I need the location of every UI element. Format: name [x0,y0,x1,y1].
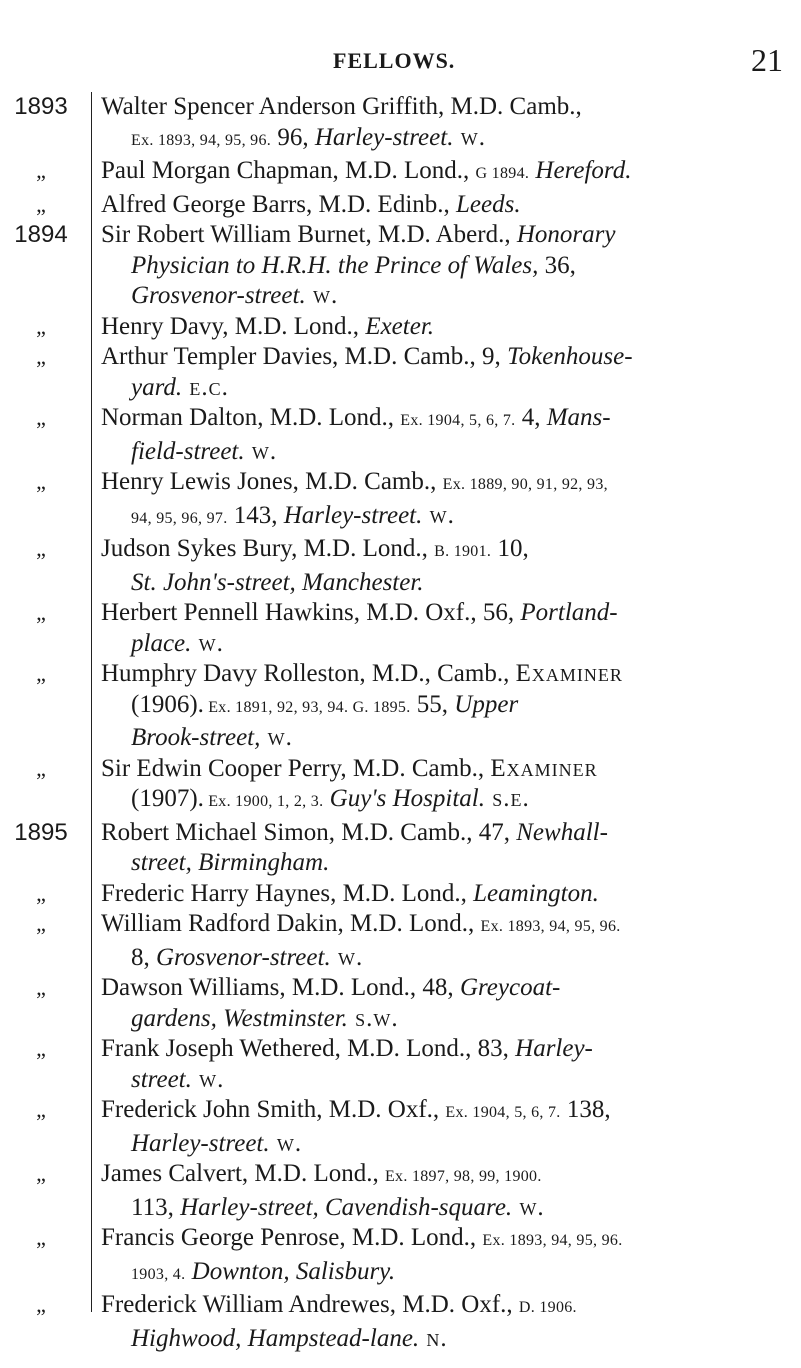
election-year: „ [36,158,46,183]
list-item [36,342,791,403]
election-year: „ [36,975,46,1000]
entry-text: 10, [491,535,529,562]
list-item [36,190,791,221]
examiner-years: G 1894. [475,165,530,182]
page-number: 21 [751,42,783,78]
election-year: „ [36,911,46,936]
list-item [14,220,791,312]
entry-text: (1907). [131,785,204,812]
entry-text: 36, [538,251,576,279]
examiner-years: B. 1901. [434,543,492,560]
election-year: „ [36,661,46,686]
address: Harley- [515,1035,593,1062]
entry-text: 4, [515,404,547,431]
district: n. [419,1324,448,1352]
examiner-years: Ex. 1897, 98, 99, 1900. [384,1168,542,1185]
election-year: „ [36,1161,46,1186]
district: w. [330,943,364,971]
district: w. [305,282,339,309]
district: w. [269,1129,303,1157]
entry-text: Alfred George Barrs, M.D. Edinb., [101,190,457,218]
entry-text: Humphry Davy Rolleston, M.D., Camb., [101,660,516,687]
address: Downton, Salisbury. [185,1257,396,1285]
examiner-years: Ex. 1893, 94, 95, 96. [482,1232,623,1249]
page-header [0,42,801,80]
examiner-years: 94, 95, 96, 97. [131,509,228,527]
examiner-years: Ex. 1904, 5, 6, 7. [400,412,516,429]
election-year: „ [36,600,46,625]
list-item [36,659,791,754]
address: Harley-street. [283,501,423,529]
entry-text: Norman Dalton, M.D. Lond., [101,404,401,431]
entry-text: Francis George Penrose, M.D. Lond., [101,1224,483,1251]
examiner-years: 1903, 4. [131,1265,186,1283]
entry-text: 143, [227,501,284,529]
list-item [36,973,791,1034]
address: field-street. [131,437,245,465]
district: s.w. [347,1004,399,1032]
address: street. [131,1065,192,1093]
election-year: „ [36,1225,46,1250]
entry-text: Frederick John Smith, M.D. Oxf., [101,1096,446,1123]
address: Harley-street, Cavendish-square. [180,1193,513,1221]
entry-text: 138, [560,1096,611,1123]
list-item [36,909,791,973]
election-year: „ [36,536,46,561]
entry-text: Frank Joseph Wethered, M.D. Lond., 83, [101,1035,516,1062]
election-year: „ [36,191,46,217]
election-year: „ [36,755,46,781]
entry-text: 96, [271,123,315,151]
entry-text: Frederic Harry Haynes, M.D. Lond., [101,879,474,907]
address: Grosvenor-street. [156,943,331,971]
entry-text: Sir Edwin Cooper Perry, M.D. Camb., [101,754,491,782]
address: Greycoat- [459,974,561,1001]
district: e.c. [182,373,229,401]
election-year: „ [36,1292,46,1317]
entry-text: 113, [131,1193,181,1221]
address: Physician to H.R.H. the Prince of Wales, [131,251,539,279]
entry-text: Herbert Pennell Hawkins, M.D. Oxf., 56, [101,599,521,626]
entry-text: Henry Davy, M.D. Lond., [101,312,366,340]
election-year: „ [36,344,46,369]
entry-text: 55, [410,690,455,718]
list-item [14,92,791,156]
district: w. [244,437,278,465]
entry-text: Walter Spencer Anderson Griffith, M.D. Camb., [101,93,582,120]
election-year: „ [36,405,46,430]
address: Hereford. [529,157,632,184]
list-item [36,1290,791,1354]
list-item [36,534,791,598]
running-title: FELLOWS. [333,48,456,73]
district: w. [260,724,293,751]
address: Portland- [520,599,618,626]
entry-text: Robert Michael Simon, M.D. Camb., 47, [101,818,517,846]
address: Highwood, Hampstead-lane. [131,1324,420,1352]
address: Newhall- [516,818,608,846]
address: Brook-street, [131,724,261,751]
election-year: „ [36,1036,46,1061]
election-year: „ [36,1097,46,1122]
address: Grosvenor-street. [131,282,306,309]
election-year: 1893 [14,93,68,120]
examiner-years: Ex. 1889, 90, 91, 92, 93, [442,476,608,493]
office-title: Examiner [515,660,623,687]
district: w. [453,123,486,151]
list-item [36,467,791,534]
entry-text: Henry Lewis Jones, M.D. Camb., [101,468,443,495]
list-item [36,1034,791,1095]
entry-text: Arthur Templer Davies, M.D. Camb., 9, [101,343,508,370]
address: Upper [454,690,519,718]
examiner-years: Ex. 1904, 5, 6, 7. [445,1104,561,1121]
entry-text: William Radford Dakin, M.D. Lond., [101,910,481,937]
address: Mans- [546,404,611,431]
district: w. [512,1193,545,1221]
entry-text: (1906). [131,690,204,718]
address: Guy's Hospital. [323,785,485,812]
list-item [36,754,791,818]
examiner-years: Ex. 1891, 92, 93, 94. G. 1895. [203,698,411,716]
address: Tokenhouse- [507,343,633,370]
entry-text: Dawson Williams, M.D. Lond., 48, [101,974,460,1001]
election-year: 1894 [14,221,68,248]
address: Honorary [516,221,616,248]
list-item [36,156,791,190]
election-year: 1895 [14,818,68,846]
entry-text: James Calvert, M.D. Lond., [101,1160,385,1187]
address: yard. [131,373,183,401]
list-item [36,403,791,467]
address: St. John's-street, Manchester. [131,568,424,596]
election-year: „ [36,880,46,906]
list-item [36,598,791,659]
examiner-years: D. 1906. [518,1299,577,1316]
entry-text: Judson Sykes Bury, M.D. Lond., [101,535,435,562]
list-item [14,818,791,879]
list-item [36,1159,791,1223]
entry-text: Paul Morgan Chapman, M.D. Lond., [101,157,476,184]
address: gardens, Westminster. [131,1004,348,1032]
address: place. [131,629,192,657]
list-item [36,312,791,343]
office-title: Examiner [490,754,598,782]
election-year: „ [36,469,46,494]
address: Leeds. [456,190,521,218]
address: Harley-street. [131,1129,270,1157]
examiner-years: Ex. 1893, 94, 95, 96. [131,131,272,149]
address: Leamington. [473,879,599,907]
entry-text: Frederick William Andrewes, M.D. Oxf., [101,1291,519,1318]
list-item [36,1223,791,1290]
address: Harley-street. [314,123,454,151]
fellows-list [0,92,801,1354]
examiner-years: Ex. 1893, 94, 95, 96. [480,918,621,935]
district: w. [191,629,224,657]
list-item [36,1095,791,1159]
list-item [36,879,791,910]
district: s.e. [485,785,530,812]
district: w. [191,1065,225,1093]
address: Exeter. [365,312,435,340]
district: w. [422,501,455,529]
address: street, Birmingham. [131,849,330,876]
entry-text: Sir Robert William Burnet, M.D. Aberd., [101,221,517,248]
election-year: „ [36,313,46,339]
entry-text: 8, [131,943,156,971]
examiner-years: Ex. 1900, 1, 2, 3. [203,793,324,810]
